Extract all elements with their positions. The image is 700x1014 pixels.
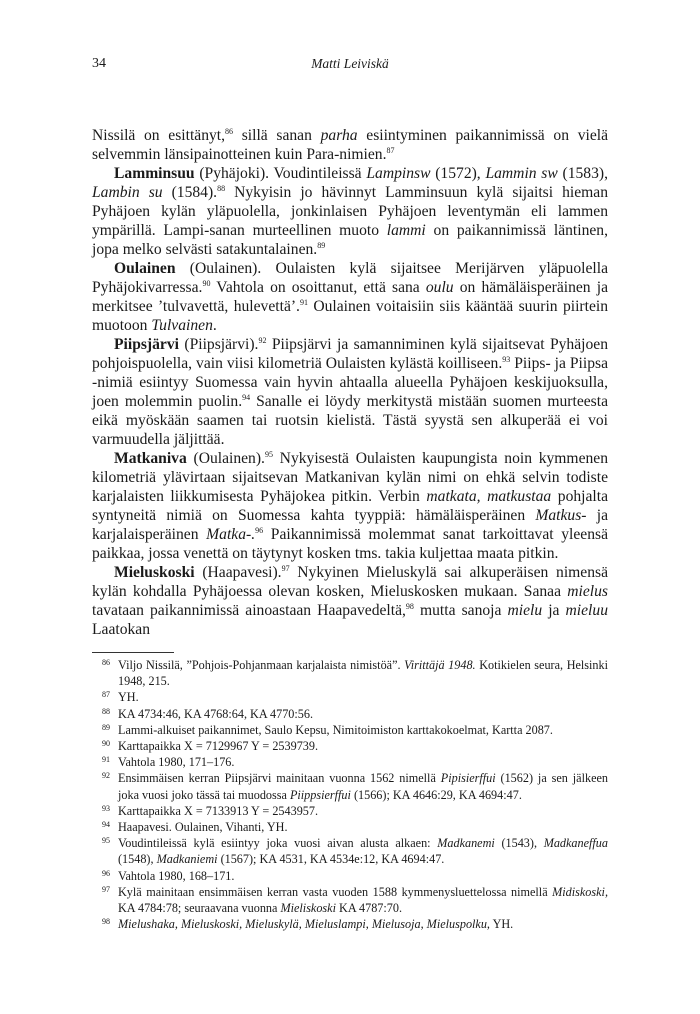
footnote-divider (92, 652, 174, 653)
footnote-number: 94 (102, 820, 110, 830)
footnote-ref: 88 (217, 184, 226, 193)
entry-headword: Oulainen (114, 260, 176, 277)
footnote-number: 88 (102, 706, 110, 716)
footnote: 89 Lammi-alkuiset paikannimet, Saulo Kepsu, Nimitoimiston karttakokoelmat, Kartta 2087. (102, 722, 553, 737)
footnote-ref: 97 (281, 564, 290, 573)
footnote-ref: 91 (299, 298, 308, 307)
entry-headword: Piipsjärvi (114, 336, 179, 353)
paragraph-mieluskoski: Mieluskoski (Haapavesi).$^{97}$ Nykyinen Mieluskylä sai alkuperäisen nimensä kylän kohdalla Pyhäjoessa olevan kosken, Mieluskosken mukaan. Sanaa mielus tavataan paikannimissä ainoastaan Haapavedeltä,$^{98}$ mutta sanoja mielu ja mieluu Laatokan (92, 564, 608, 638)
footnote-number: 93 (102, 803, 110, 813)
footnote: 87 YH. (102, 690, 139, 705)
footnote-ref: 92 (258, 336, 267, 345)
paragraph-intro: Nissilä on esittänyt,$^{86}$ sillä sanan parha esiintyminen paikannimissä on vielä selvemmin länsipainotteinen kuin Para-nimien.$^{87}$ (92, 127, 609, 163)
footnote-ref: 90 (202, 279, 211, 288)
footnote-ref: 96 (255, 526, 264, 535)
footnote-number: 87 (102, 690, 110, 700)
footnote-number: 97 (102, 884, 110, 894)
footnote: 92 Ensimmäisen kerran Piipsjärvi mainitaan vuonna 1562 nimellä Pipisierffui (1562) ja sen jälkeen joka vuosi joko tässä tai muodossa Piippsierffui (1566); KA 4646:29, KA 4694:47. (102, 771, 608, 802)
footnote-ref: 86 (225, 127, 234, 136)
entry-headword: Matkaniva (114, 450, 187, 467)
footnote: 93 Karttapaikka X = 7133913 Y = 2543957. (102, 803, 319, 818)
footnote-ref: 87 (386, 146, 395, 155)
footnote-ref: 95 (264, 450, 273, 459)
footnote-number: 92 (102, 771, 110, 781)
footnote: 94 Haapavesi. Oulainen, Vihanti, YH. (102, 820, 288, 835)
footnote-ref: 98 (405, 602, 414, 611)
footnote-number: 89 (102, 722, 110, 732)
footnote: 90 Karttapaikka X = 7129967 Y = 2539739. (102, 739, 319, 754)
paragraph-oulainen: Oulainen (Oulainen). Oulaisten kylä sijaitsee Merijärven yläpuolella Pyhäjokivarressa.$^{90}$ Vahtola on osoittanut, että sana oulu on hämäläisperäinen ja merkitsee ’tulvavettä, hulevettä’.$^{91}$ Oulainen voitaisiin siis kääntää suurin piirtein muotoon Tulvainen. (92, 260, 609, 334)
running-author: Matti Leiviskä (311, 56, 389, 71)
paragraph-matkaniva: Matkaniva (Oulainen).$^{95}$ Nykyisestä Oulaisten kaupungista noin kymmenen kilometriä ylävirtaan sijaitsevan Matkanivan kylän nimi on ehkä selvin todiste karjalaisten liikkumisesta Pyhäjokea pitkin. Verbin matkata, matkustaa pohjalta syntyneitä nimiä on Suomessa kahta tyyppiä: hämäläisperäinen Matkus- ja karjalaisperäinen Matka-.$^{96}$ Paikannimissä molemmat sanat tarkoittavat yleensä paikkaa, jossa venettä on täytynyt kosken tms. takia kuljettaa maata pitkin. (92, 450, 609, 562)
footnote-number: 96 (102, 868, 110, 878)
footnote: 95 Voudintileissä kylä esiintyy joka vuosi aivan alusta alkaen: Madkanemi (1543), Madkaneffua (1548), Madkaniemi (1567); KA 4531, KA 4534e:12, KA 4694:47. (102, 836, 608, 867)
running-header (92, 56, 608, 76)
page-number: 34 (92, 56, 106, 71)
footnote-number: 91 (102, 755, 110, 765)
footnotes (92, 657, 608, 932)
footnote: 96 Vahtola 1980, 168–171. (102, 868, 235, 883)
footnote: 88 KA 4734:46, KA 4768:64, KA 4770:56. (102, 706, 314, 721)
footnote-ref: 94 (242, 393, 251, 402)
paragraph-lamminsuu: Lamminsuu (Pyhäjoki). Voudintileissä Lampinsw (1572), Lammin sw (1583), Lambin su (1584).$^{88}$ Nykyisin jo hävinnyt Lamminsuun kylä sijaitsi hieman Pyhäjoen kylän yläpuolella, jonkinlaisen Pyhäjoen leventymän eli lammen ympärillä. Lampi-sanan murteellinen muoto lammi on paikannimissä läntinen, jopa melko selvästi satakuntalainen.$^{89}$ (92, 165, 608, 258)
footnote: 98 Mielushaka, Mieluskoski, Mieluskylä, Mieluslampi, Mielusoja, Mieluspolku, YH. (102, 917, 514, 932)
footnote: 97 Kylä mainitaan ensimmäisen kerran vasta vuoden 1588 kymmenysluettelossa nimellä Midiskoski, KA 4784:78; seuraavana vuonna Mieliskoski KA 4787:70. (102, 884, 608, 916)
footnote-number: 98 (102, 917, 110, 927)
paragraph-piipsjarvi: Piipsjärvi (Piipsjärvi).$^{92}$ Piipsjärvi ja samanniminen kylä sijaitsevat Pyhäjoen pohjoispuolella, vain viisi kilometriä Oulaisten kylästä koilliseen.$^{93}$ Piips- ja Piipsa -nimiä esiintyy Suomessa vain hyvin ahtaalla alueella Pyhäjoen keskijuoksulla, joen molemmin puolin.$^{94}$ Sanalle ei löydy merkitystä mistään suomen murteesta eikä myöskään saamen tai ruotsin kielistä. Tästä syystä sen alkuperää ei voi varmuudella jäljittää. (92, 336, 609, 448)
entry-headword: Lamminsuu (114, 165, 195, 182)
footnote: 91 Vahtola 1980, 171–176. (102, 755, 235, 770)
footnote-number: 95 (102, 836, 110, 846)
footnote-ref: 93 (502, 355, 511, 364)
entry-headword: Mieluskoski (114, 564, 195, 581)
footnote-number: 86 (102, 658, 110, 667)
footnote-ref: 89 (317, 241, 326, 250)
footnote-number: 90 (102, 739, 110, 749)
footnote: 86 Viljo Nissilä, ”Pohjois-Pohjanmaan karjalaista nimistöä”. Virittäjä 1948. Kotikielen seura, Helsinki 1948, 215. (102, 658, 608, 689)
body-text (92, 126, 608, 639)
